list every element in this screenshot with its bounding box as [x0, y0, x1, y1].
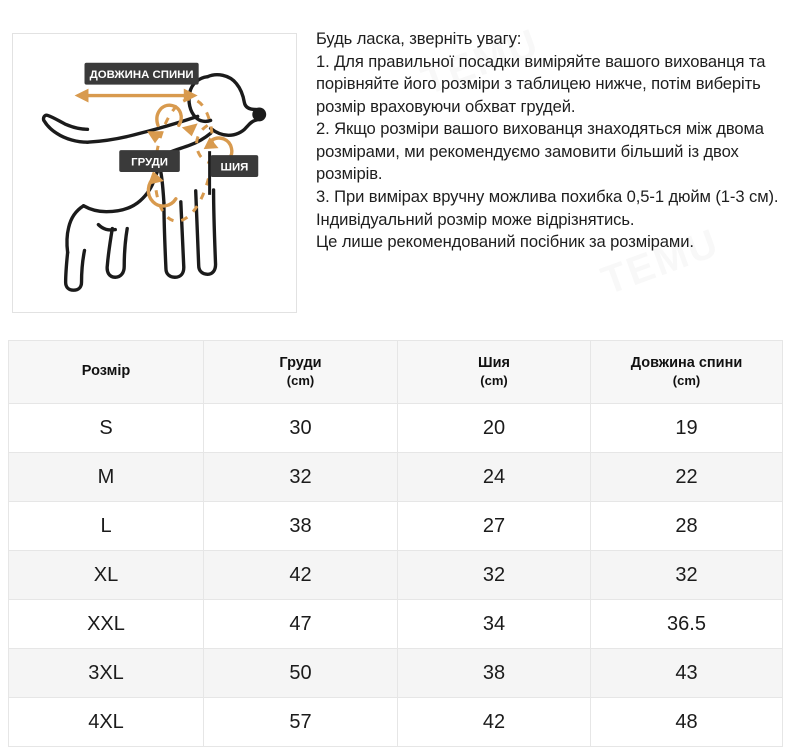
- table-row: [9, 698, 783, 747]
- header-cell-size: [9, 341, 204, 404]
- cell-chest: 38: [204, 502, 398, 551]
- header-unit-neck: (cm): [480, 372, 508, 388]
- header-unit-chest: (cm): [286, 372, 315, 388]
- label-chest: [119, 150, 180, 172]
- cell-size: 4XL: [9, 698, 204, 747]
- notes-line-4: Це лише рекомендований посібник за розмірами.: [316, 232, 694, 252]
- table-row: [9, 551, 783, 600]
- cell-back: 22: [591, 453, 783, 502]
- cell-back: 43: [591, 649, 783, 698]
- info-section: [0, 0, 794, 330]
- cell-chest: 57: [204, 698, 398, 747]
- table-row: [9, 502, 783, 551]
- cell-back: 19: [591, 404, 783, 453]
- cell-neck: 42: [398, 698, 591, 747]
- cell-back: 36.5: [591, 600, 783, 649]
- cell-size: L: [9, 502, 204, 551]
- table-body: [9, 404, 783, 747]
- measurement-notes: [316, 28, 788, 254]
- header-cell-neck: [398, 341, 591, 404]
- dog-nose: [252, 107, 266, 121]
- header-cell-chest: [204, 341, 398, 404]
- cell-back: 32: [591, 551, 783, 600]
- notes-heading: Будь ласка, зверніть увагу:: [316, 29, 522, 48]
- cell-chest: 42: [204, 551, 398, 600]
- cell-back: 28: [591, 502, 783, 551]
- header-title-neck: Шия: [478, 355, 510, 372]
- table-header: [9, 341, 783, 404]
- cell-chest: 47: [204, 600, 398, 649]
- cell-size: S: [9, 404, 204, 453]
- table-header-row: [9, 341, 783, 404]
- size-chart-table: [8, 340, 783, 747]
- cell-neck: 34: [398, 600, 591, 649]
- label-neck: [211, 155, 259, 177]
- cell-chest: 50: [204, 649, 398, 698]
- dog-diagram-svg: [13, 34, 296, 312]
- notes-line-3: 3. При вимірах вручну можлива похибка 0,5-1 дюйм (1-3 см). Індивідуальний розмір може відрізнятись.: [316, 186, 779, 229]
- header-title-size: Розмір: [81, 363, 131, 380]
- cell-chest: 30: [204, 404, 398, 453]
- table-row: [9, 600, 783, 649]
- back-length-arrow: [75, 89, 198, 103]
- dog-measurement-diagram: [12, 33, 297, 313]
- cell-size: M: [9, 453, 204, 502]
- cell-neck: 24: [398, 453, 591, 502]
- cell-size: 3XL: [9, 649, 204, 698]
- cell-chest: 32: [204, 453, 398, 502]
- table-row: [9, 453, 783, 502]
- notes-line-2: 2. Якщо розміри вашого вихованця знаходяться між двома розмірами, ми рекомендуємо замовити більший із двох розмірів.: [316, 119, 764, 184]
- cell-back: 48: [591, 698, 783, 747]
- cell-size: XL: [9, 551, 204, 600]
- notes-line-1: 1. Для правильної посадки виміряйте вашого вихованця та порівняйте його розміри з таблицею нижче, потім виберіть розмір враховуючи обхват грудей.: [316, 51, 766, 116]
- label-back-length: [85, 63, 199, 85]
- table-row: [9, 649, 783, 698]
- header-title-chest: Груди: [279, 355, 322, 372]
- label-neck-text: ШИЯ: [220, 161, 249, 174]
- cell-neck: 27: [398, 502, 591, 551]
- header-cell-back: [591, 341, 783, 404]
- cell-size: XXL: [9, 600, 204, 649]
- label-chest-text: ГРУДИ: [131, 156, 168, 169]
- header-unit-back: (cm): [672, 372, 701, 388]
- label-back-length-text: ДОВЖИНА СПИНИ: [89, 69, 194, 82]
- cell-neck: 32: [398, 551, 591, 600]
- cell-neck: 20: [398, 404, 591, 453]
- cell-neck: 38: [398, 649, 591, 698]
- header-title-back: Довжина спини: [630, 355, 743, 372]
- table-row: [9, 404, 783, 453]
